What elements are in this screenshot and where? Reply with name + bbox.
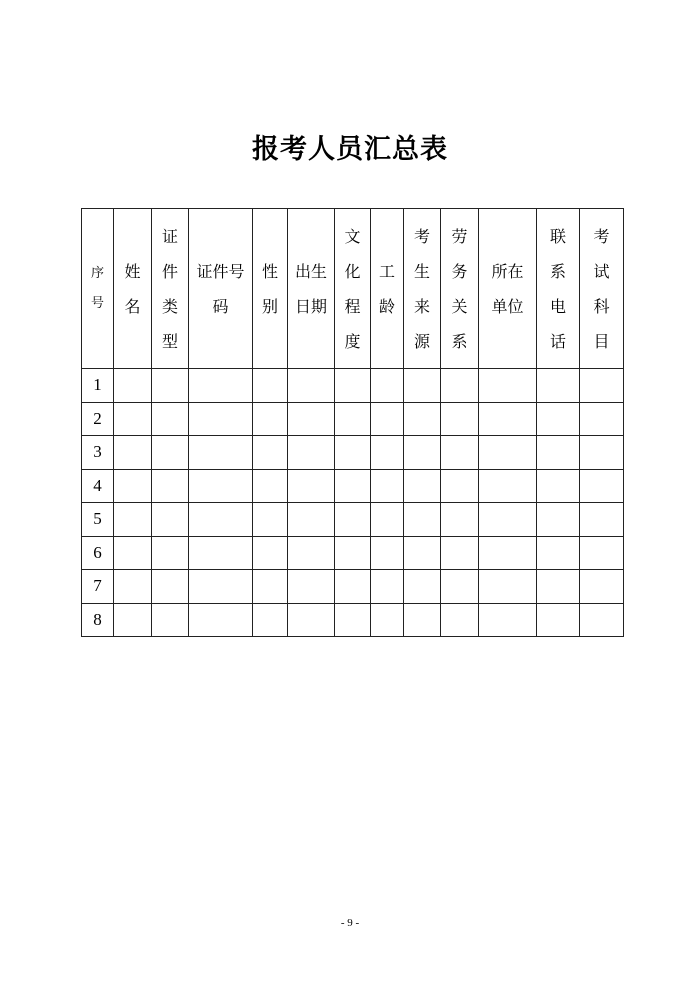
cell-labor-relation[interactable] bbox=[441, 603, 479, 637]
cell-education[interactable] bbox=[335, 503, 371, 537]
header-cell-seq: 序 号 bbox=[82, 209, 114, 369]
cell-phone[interactable] bbox=[537, 536, 580, 570]
cell-candidate-source[interactable] bbox=[404, 402, 441, 436]
cell-gender[interactable] bbox=[253, 570, 288, 604]
cell-id-type[interactable] bbox=[152, 369, 189, 403]
cell-phone[interactable] bbox=[537, 402, 580, 436]
cell-candidate-source[interactable] bbox=[404, 503, 441, 537]
cell-work-years[interactable] bbox=[371, 402, 404, 436]
cell-phone[interactable] bbox=[537, 503, 580, 537]
cell-labor-relation[interactable] bbox=[441, 436, 479, 470]
cell-phone[interactable] bbox=[537, 436, 580, 470]
cell-candidate-source[interactable] bbox=[404, 603, 441, 637]
header-cell-gender: 性 别 bbox=[253, 209, 288, 369]
cell-employer[interactable] bbox=[479, 536, 537, 570]
cell-work-years[interactable] bbox=[371, 570, 404, 604]
cell-education[interactable] bbox=[335, 603, 371, 637]
cell-birth-date[interactable] bbox=[288, 570, 335, 604]
cell-id-number[interactable] bbox=[189, 603, 253, 637]
applicant-summary-table bbox=[81, 208, 624, 637]
header-cell-employer: 所在 单位 bbox=[479, 209, 537, 369]
cell-name[interactable] bbox=[114, 402, 152, 436]
cell-seq: 6 bbox=[82, 536, 114, 570]
cell-work-years[interactable] bbox=[371, 536, 404, 570]
cell-seq: 2 bbox=[82, 402, 114, 436]
cell-candidate-source[interactable] bbox=[404, 469, 441, 503]
cell-labor-relation[interactable] bbox=[441, 369, 479, 403]
cell-id-number[interactable] bbox=[189, 469, 253, 503]
page-number: - 9 - bbox=[340, 917, 360, 929]
cell-birth-date[interactable] bbox=[288, 536, 335, 570]
table-row bbox=[82, 603, 624, 637]
cell-labor-relation[interactable] bbox=[441, 570, 479, 604]
cell-birth-date[interactable] bbox=[288, 503, 335, 537]
cell-phone[interactable] bbox=[537, 469, 580, 503]
cell-phone[interactable] bbox=[537, 369, 580, 403]
header-cell-id-type: 证 件 类 型 bbox=[152, 209, 189, 369]
cell-birth-date[interactable] bbox=[288, 402, 335, 436]
cell-name[interactable] bbox=[114, 536, 152, 570]
page-title: 报考人员汇总表 bbox=[252, 134, 448, 165]
cell-employer[interactable] bbox=[479, 603, 537, 637]
cell-birth-date[interactable] bbox=[288, 369, 335, 403]
table-body bbox=[82, 369, 624, 637]
cell-gender[interactable] bbox=[253, 369, 288, 403]
cell-seq: 3 bbox=[82, 436, 114, 470]
cell-name[interactable] bbox=[114, 369, 152, 403]
table-row bbox=[82, 402, 624, 436]
cell-name[interactable] bbox=[114, 503, 152, 537]
cell-labor-relation[interactable] bbox=[441, 402, 479, 436]
cell-id-number[interactable] bbox=[189, 503, 253, 537]
cell-birth-date[interactable] bbox=[288, 469, 335, 503]
table-row bbox=[82, 369, 624, 403]
cell-exam-subject[interactable] bbox=[580, 570, 624, 604]
cell-employer[interactable] bbox=[479, 503, 537, 537]
cell-gender[interactable] bbox=[253, 536, 288, 570]
cell-candidate-source[interactable] bbox=[404, 369, 441, 403]
cell-phone[interactable] bbox=[537, 603, 580, 637]
header-cell-candidate-source: 考 生 来 源 bbox=[404, 209, 441, 369]
table-row bbox=[82, 503, 624, 537]
cell-education[interactable] bbox=[335, 402, 371, 436]
cell-id-number[interactable] bbox=[189, 402, 253, 436]
header-cell-education: 文 化 程 度 bbox=[335, 209, 371, 369]
cell-labor-relation[interactable] bbox=[441, 536, 479, 570]
cell-name[interactable] bbox=[114, 436, 152, 470]
cell-id-type[interactable] bbox=[152, 436, 189, 470]
cell-id-type[interactable] bbox=[152, 503, 189, 537]
cell-work-years[interactable] bbox=[371, 603, 404, 637]
header-cell-name: 姓 名 bbox=[114, 209, 152, 369]
cell-candidate-source[interactable] bbox=[404, 436, 441, 470]
header-cell-exam-subject: 考 试 科 目 bbox=[580, 209, 624, 369]
cell-exam-subject[interactable] bbox=[580, 536, 624, 570]
cell-work-years[interactable] bbox=[371, 469, 404, 503]
header-cell-id-number: 证件号 码 bbox=[189, 209, 253, 369]
cell-exam-subject[interactable] bbox=[580, 603, 624, 637]
cell-work-years[interactable] bbox=[371, 369, 404, 403]
cell-gender[interactable] bbox=[253, 469, 288, 503]
cell-gender[interactable] bbox=[253, 402, 288, 436]
cell-gender[interactable] bbox=[253, 603, 288, 637]
cell-exam-subject[interactable] bbox=[580, 503, 624, 537]
cell-employer[interactable] bbox=[479, 570, 537, 604]
cell-labor-relation[interactable] bbox=[441, 469, 479, 503]
cell-id-type[interactable] bbox=[152, 469, 189, 503]
cell-labor-relation[interactable] bbox=[441, 503, 479, 537]
cell-id-number[interactable] bbox=[189, 369, 253, 403]
header-cell-work-years: 工 龄 bbox=[371, 209, 404, 369]
cell-employer[interactable] bbox=[479, 369, 537, 403]
cell-id-type[interactable] bbox=[152, 536, 189, 570]
header-cell-birth-date: 出生 日期 bbox=[288, 209, 335, 369]
cell-exam-subject[interactable] bbox=[580, 469, 624, 503]
cell-name[interactable] bbox=[114, 570, 152, 604]
cell-gender[interactable] bbox=[253, 503, 288, 537]
table-row bbox=[82, 436, 624, 470]
table-row bbox=[82, 536, 624, 570]
cell-id-number[interactable] bbox=[189, 436, 253, 470]
cell-employer[interactable] bbox=[479, 469, 537, 503]
cell-seq: 1 bbox=[82, 369, 114, 403]
cell-candidate-source[interactable] bbox=[404, 536, 441, 570]
cell-birth-date[interactable] bbox=[288, 436, 335, 470]
cell-seq: 5 bbox=[82, 503, 114, 537]
cell-work-years[interactable] bbox=[371, 436, 404, 470]
cell-name[interactable] bbox=[114, 603, 152, 637]
cell-exam-subject[interactable] bbox=[580, 436, 624, 470]
cell-seq: 4 bbox=[82, 469, 114, 503]
cell-name[interactable] bbox=[114, 469, 152, 503]
cell-education[interactable] bbox=[335, 570, 371, 604]
cell-candidate-source[interactable] bbox=[404, 570, 441, 604]
cell-exam-subject[interactable] bbox=[580, 369, 624, 403]
cell-id-number[interactable] bbox=[189, 570, 253, 604]
cell-education[interactable] bbox=[335, 536, 371, 570]
cell-seq: 7 bbox=[82, 570, 114, 604]
cell-phone[interactable] bbox=[537, 570, 580, 604]
cell-id-number[interactable] bbox=[189, 536, 253, 570]
cell-employer[interactable] bbox=[479, 402, 537, 436]
cell-id-type[interactable] bbox=[152, 603, 189, 637]
cell-exam-subject[interactable] bbox=[580, 402, 624, 436]
table-row bbox=[82, 469, 624, 503]
cell-education[interactable] bbox=[335, 436, 371, 470]
cell-id-type[interactable] bbox=[152, 570, 189, 604]
cell-education[interactable] bbox=[335, 469, 371, 503]
cell-work-years[interactable] bbox=[371, 503, 404, 537]
cell-birth-date[interactable] bbox=[288, 603, 335, 637]
cell-id-type[interactable] bbox=[152, 402, 189, 436]
cell-gender[interactable] bbox=[253, 436, 288, 470]
cell-employer[interactable] bbox=[479, 436, 537, 470]
cell-education[interactable] bbox=[335, 369, 371, 403]
table-row bbox=[82, 570, 624, 604]
header-cell-phone: 联 系 电 话 bbox=[537, 209, 580, 369]
cell-seq: 8 bbox=[82, 603, 114, 637]
header-row bbox=[82, 209, 624, 369]
header-cell-labor-relation: 劳 务 关 系 bbox=[441, 209, 479, 369]
